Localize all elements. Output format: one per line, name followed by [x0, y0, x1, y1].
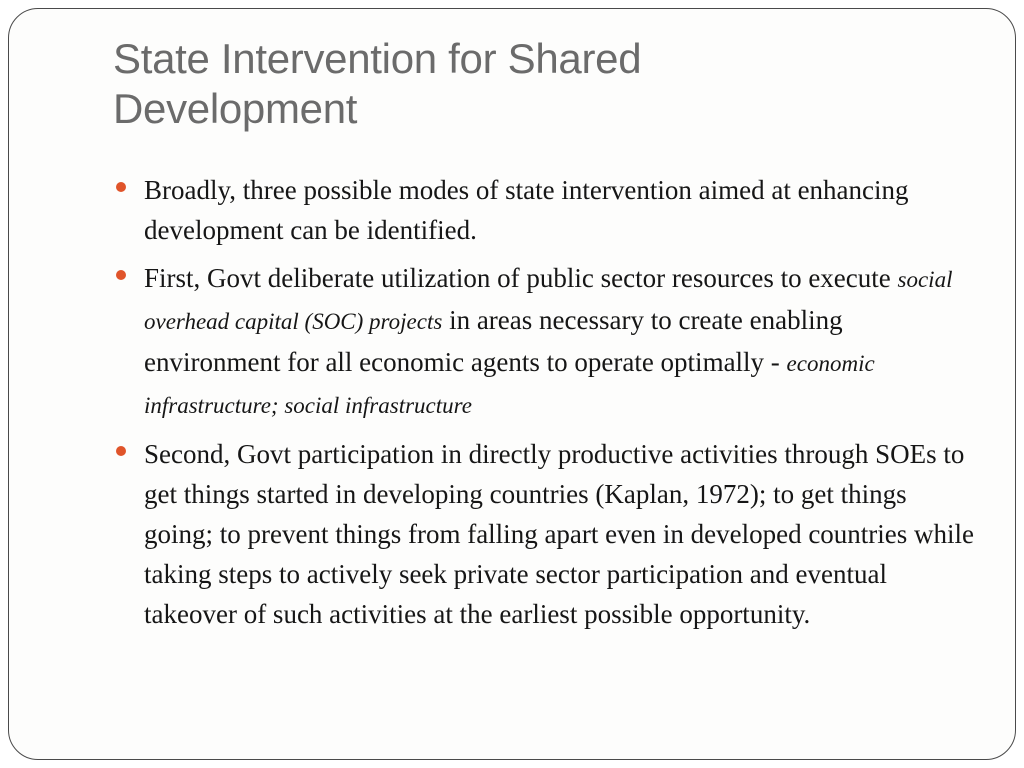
bullet-text: Broadly, three possible modes of state intervention aimed at enhancing development can be identified.: [144, 175, 909, 245]
bullet-italic-text: social overhead capital (SOC) projects: [144, 267, 953, 334]
bullet-text: First, Govt deliberate utilization of public sector resources to execute: [144, 263, 898, 293]
bullet-dot-icon: [116, 446, 126, 456]
slide-title: State Intervention for Shared Development: [113, 35, 642, 132]
bullet-text: Second, Govt participation in directly productive activities through SOEs to get things started in developing countries (Kaplan, 1972); to get things going; to prevent things from falling apart even in developed countries while taking steps to actively seek private sector participation and eventual takeover of such activities at the earliest possible opportunity.: [144, 439, 975, 629]
list-item: [116, 434, 976, 634]
bullet-dot-icon: [116, 182, 126, 192]
bullet-italic-text: economic infrastructure; social infrastructure: [144, 351, 875, 418]
bullet-list: [116, 170, 976, 642]
bullet-text: in areas necessary to create enabling environment for all economic agents to operate optimally -: [144, 305, 843, 377]
bullet-dot-icon: [116, 270, 126, 280]
list-item: [116, 170, 976, 250]
list-item: [116, 258, 976, 426]
